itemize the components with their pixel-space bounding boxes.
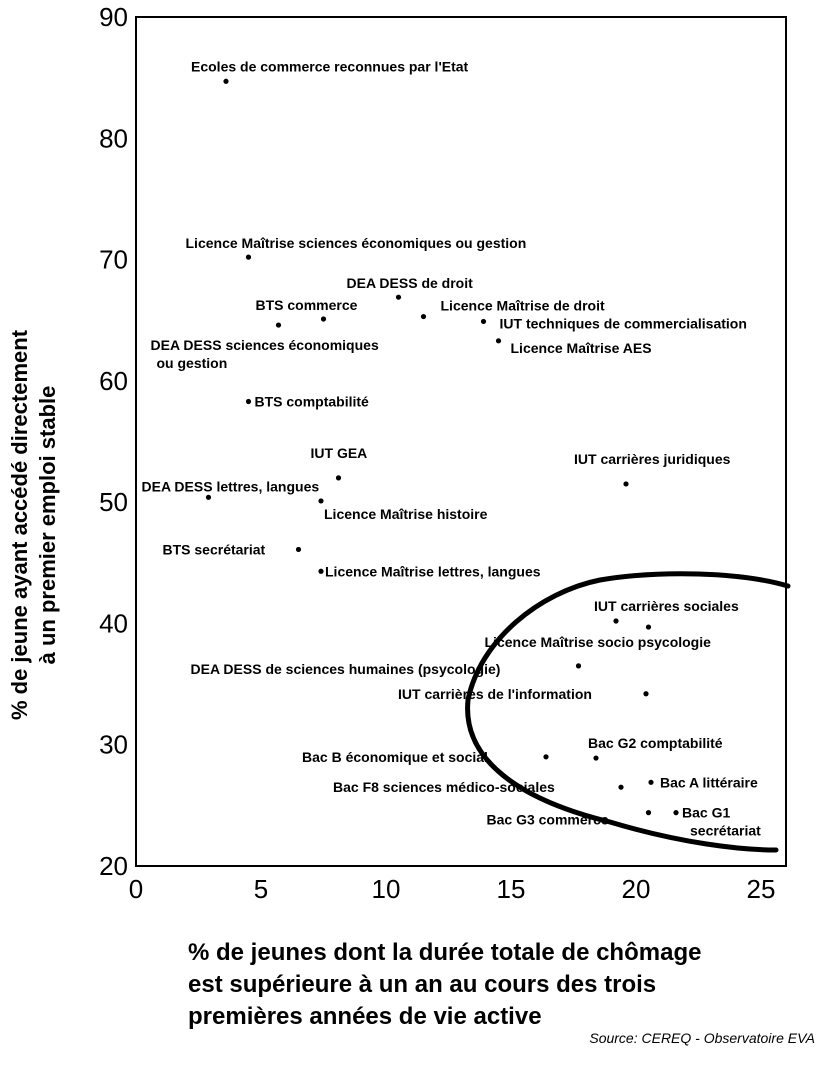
point-label-19: IUT carrières de l'information <box>398 685 592 702</box>
data-point-4 <box>321 316 326 321</box>
y-axis-title-line-2: à un premier emploi stable <box>35 385 60 665</box>
data-point-1 <box>223 79 228 84</box>
point-label-14: BTS secrétariat <box>162 541 266 558</box>
data-point-21 <box>593 755 598 760</box>
x-axis-title-line-3: premières années de vie active <box>188 1003 542 1030</box>
y-tick-label-70: 70 <box>99 244 128 275</box>
point-label-15: Licence Maîtrise lettres, langues <box>325 563 541 580</box>
point-label-8: Licence Maîtrise AES <box>510 339 652 356</box>
data-point-15 <box>318 569 323 574</box>
data-point-17 <box>646 624 651 629</box>
data-point-24 <box>646 810 651 815</box>
data-point-8 <box>496 338 501 343</box>
data-point-20 <box>543 754 548 759</box>
data-point-18 <box>576 663 581 668</box>
highlight-curve <box>468 574 788 850</box>
data-point-9 <box>246 399 251 404</box>
data-point-11 <box>623 481 628 486</box>
point-label-25: Bac G1 secrétariat <box>682 804 761 839</box>
x-tick-label-20: 20 <box>621 874 651 904</box>
point-label-11: IUT carrières juridiques <box>574 450 731 467</box>
point-label-24: Bac G3 commerce <box>486 811 609 828</box>
x-tick-label-25: 25 <box>746 874 776 904</box>
x-axis-title-line-1: % de jeunes dont la durée totale de chômage <box>188 939 702 966</box>
point-label-16: IUT carrières sociales <box>594 598 739 615</box>
data-point-19 <box>643 691 648 696</box>
point-label-17: Licence Maîtrise socio psycologie <box>484 634 711 651</box>
data-point-3 <box>396 295 401 300</box>
point-label-6: IUT techniques de commercialisation <box>499 315 747 332</box>
point-label-9: BTS comptabilité <box>254 393 369 410</box>
point-label-22: Bac A littéraire <box>660 774 758 791</box>
data-point-6 <box>481 319 486 324</box>
data-point-14 <box>296 547 301 552</box>
y-tick-label-30: 30 <box>99 729 128 760</box>
data-point-2 <box>246 255 251 260</box>
point-label-3: DEA DESS de droit <box>346 275 473 292</box>
y-tick-label-60: 60 <box>99 365 128 396</box>
x-axis-title-line-2: est supérieure à un an au cours des trois <box>188 971 657 998</box>
y-tick-label-40: 40 <box>99 608 128 639</box>
source-note: Source: CEREQ - Observatoire EVA <box>589 1030 815 1046</box>
data-point-25 <box>673 810 678 815</box>
point-label-23: Bac F8 sciences médico-sociales <box>333 779 555 796</box>
data-point-10 <box>336 475 341 480</box>
point-label-4: BTS commerce <box>255 297 358 314</box>
y-axis-title-line-1: % de jeune ayant accédé directement <box>7 329 32 721</box>
y-tick-label-50: 50 <box>99 487 128 518</box>
data-point-22 <box>648 780 653 785</box>
x-axis-ticks <box>129 874 776 904</box>
x-tick-label-15: 15 <box>496 874 526 904</box>
point-label-7: DEA DESS sciences économiques ou gestion <box>150 337 379 372</box>
y-tick-label-80: 80 <box>99 123 128 154</box>
data-point-16 <box>613 618 618 623</box>
data-point-12 <box>206 495 211 500</box>
point-label-20: Bac B économique et social <box>302 748 488 765</box>
x-tick-label-10: 10 <box>371 874 401 904</box>
point-label-21: Bac G2 comptabilité <box>588 735 723 752</box>
point-label-5: Licence Maîtrise de droit <box>440 297 605 314</box>
y-tick-label-20: 20 <box>99 851 128 881</box>
data-point-13 <box>318 498 323 503</box>
data-point-7 <box>276 322 281 327</box>
x-tick-label-0: 0 <box>128 874 144 904</box>
point-label-12: DEA DESS lettres, langues <box>141 478 320 495</box>
point-label-10: IUT GEA <box>310 444 368 461</box>
point-label-1: Ecoles de commerce reconnues par l'Etat <box>191 58 469 75</box>
point-label-18: DEA DESS de sciences humaines (psycologie) <box>190 660 501 677</box>
y-tick-label-90: 90 <box>99 2 128 32</box>
point-labels <box>142 58 762 838</box>
data-points <box>206 79 679 816</box>
x-tick-label-5: 5 <box>253 874 269 904</box>
y-axis-ticks <box>99 2 128 881</box>
data-point-23 <box>618 785 623 790</box>
data-point-5 <box>421 314 426 319</box>
point-label-13: Licence Maîtrise histoire <box>324 505 488 522</box>
point-label-2: Licence Maîtrise sciences économiques ou gestion <box>185 235 527 252</box>
